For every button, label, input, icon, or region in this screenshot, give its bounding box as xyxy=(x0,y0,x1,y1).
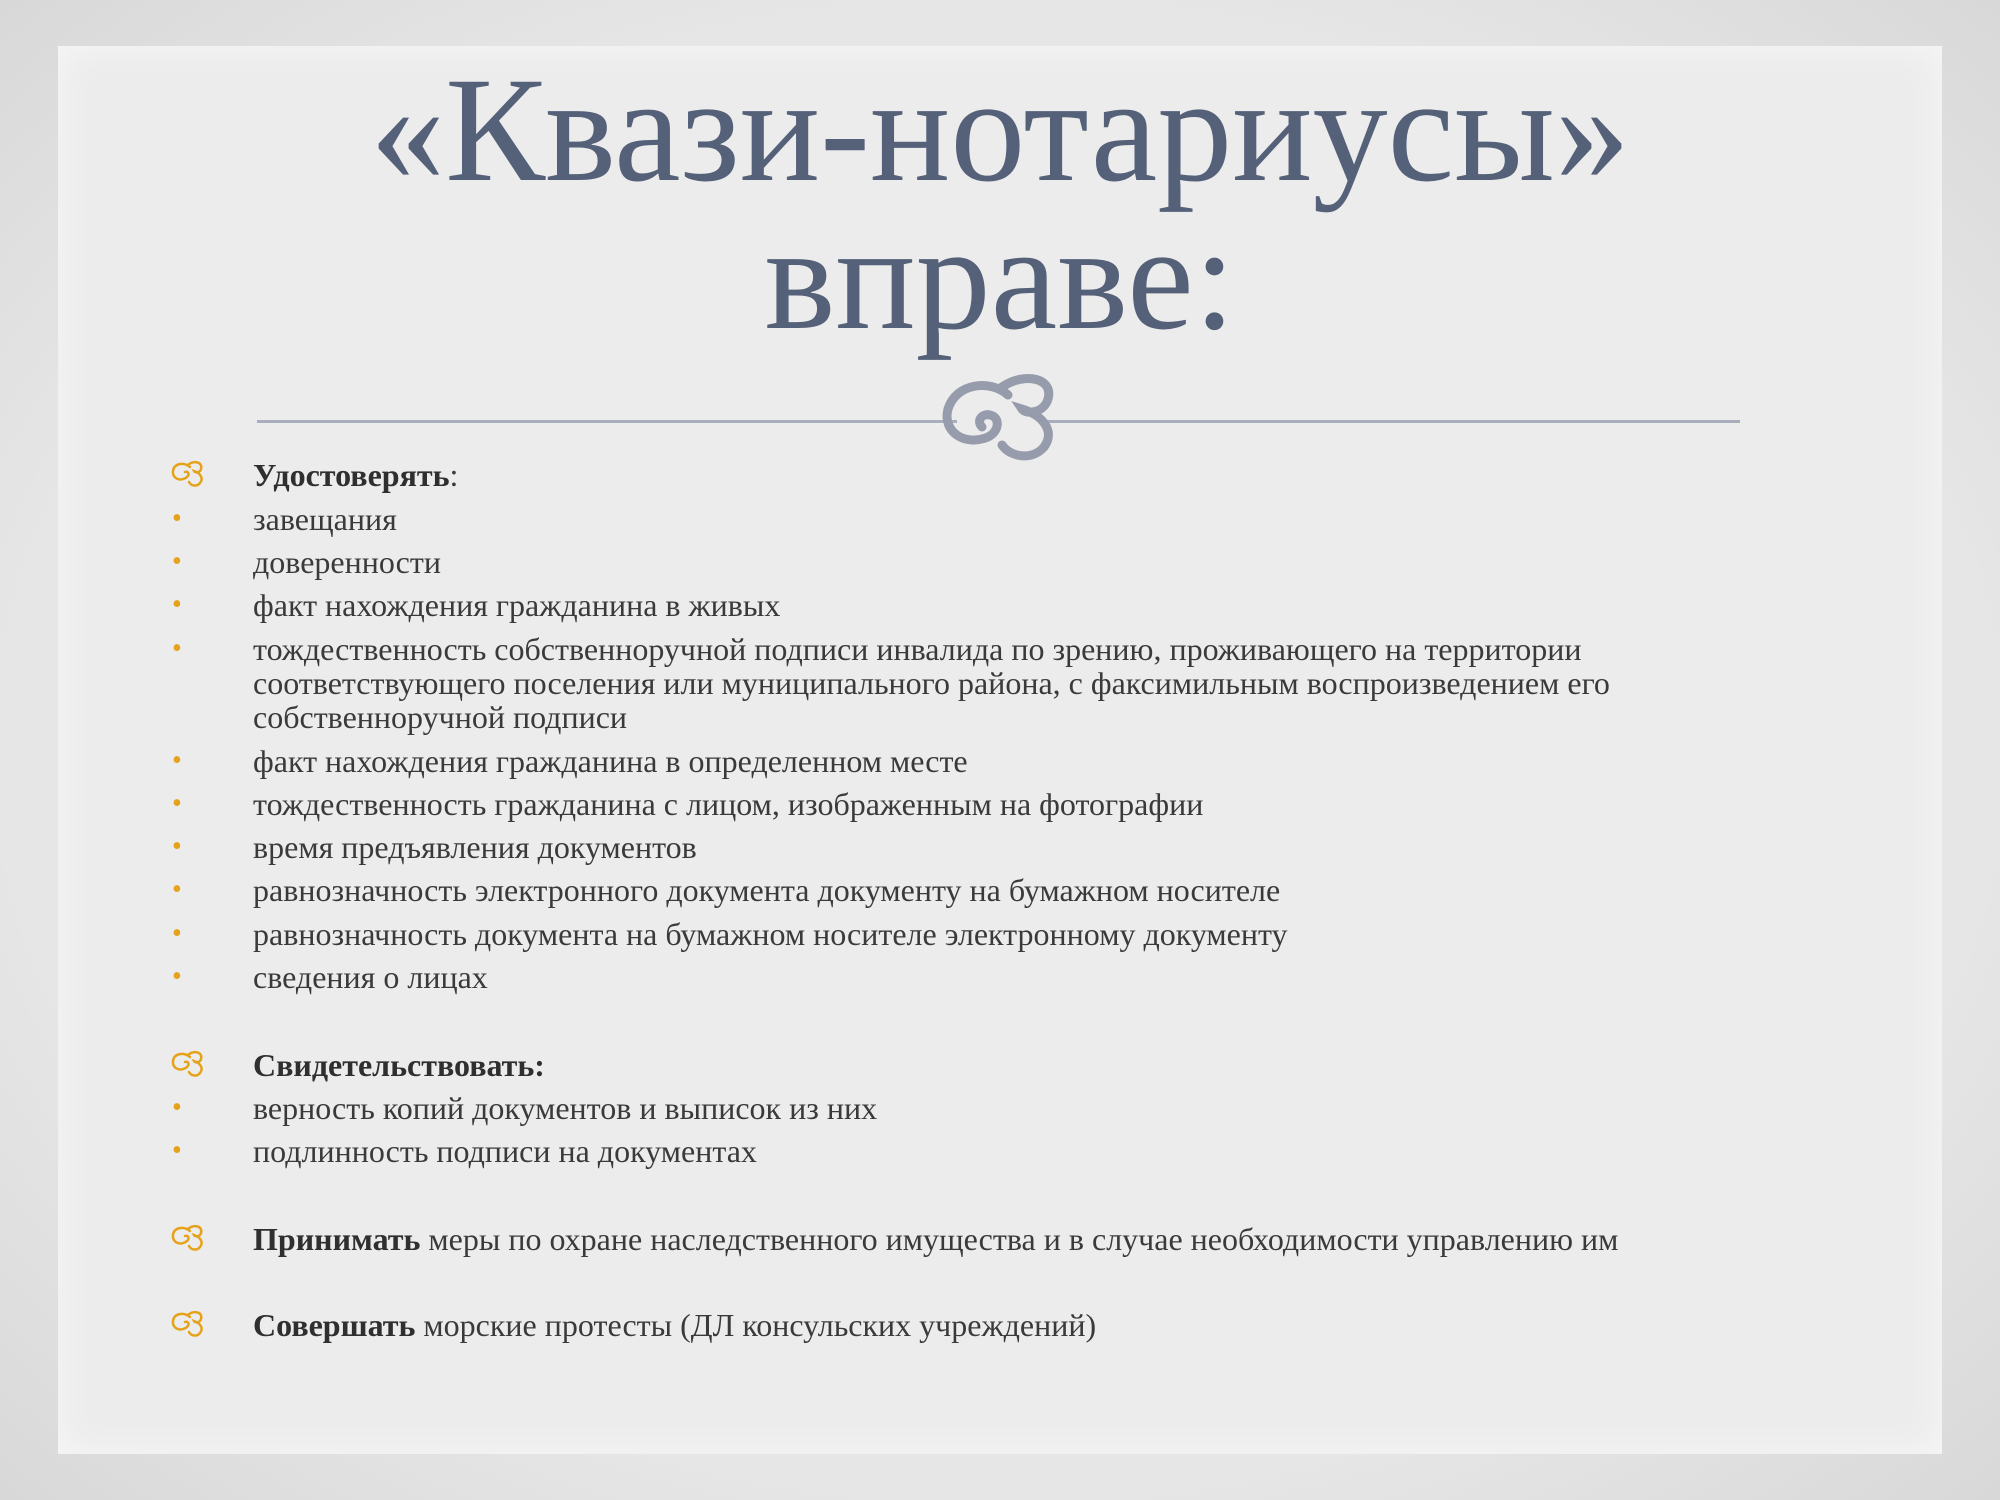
page-title xyxy=(0,47,2000,361)
ornament-icon xyxy=(170,458,220,488)
bullet-dot: • xyxy=(172,918,182,949)
list-item-text: завещания xyxy=(253,501,397,537)
title-line-1: «Квази-нотариусы» xyxy=(370,47,1630,213)
bullet-dot: • xyxy=(172,1092,182,1123)
bullet-dot: • xyxy=(172,1135,182,1166)
bullet-dot: • xyxy=(172,633,182,664)
list-item-text: равнозначность электронного документа документу на бумажном носителе xyxy=(253,872,1281,908)
list-item-line: соответствующего поселения или муниципального района, с факсимильным воспроизведением его xyxy=(253,665,1610,701)
section-text: меры по охране наследственного имущества и в случае необходимости управлению им xyxy=(420,1221,1619,1257)
bullet-dot: • xyxy=(172,961,182,992)
bullet-dot: • xyxy=(172,546,182,577)
section-heading: Удостоверять xyxy=(253,457,450,493)
bullet-dot: • xyxy=(172,874,182,905)
section-text: морские протесты (ДЛ консульских учреждений) xyxy=(415,1307,1097,1343)
bullet-dot: • xyxy=(172,503,182,534)
list-item-text: подлинность подписи на документах xyxy=(253,1133,757,1169)
title-divider-right xyxy=(1040,420,1740,423)
list-item-text: равнозначность документа на бумажном носителе электронному документу xyxy=(253,916,1288,952)
list-item-text: верность копий документов и выписок из них xyxy=(253,1090,878,1126)
ornament-icon xyxy=(170,1308,220,1338)
list-item-text: сведения о лицах xyxy=(253,959,488,995)
bullet-dot: • xyxy=(172,589,182,620)
list-item-line: тождественность собственноручной подписи инвалида по зрению, проживающего на территории xyxy=(253,631,1582,667)
bullet-dot: • xyxy=(172,788,182,819)
ornament-icon xyxy=(170,1048,220,1078)
title-line-2: вправе: xyxy=(764,195,1236,361)
section-heading: Совершать xyxy=(253,1307,416,1343)
ornament-icon xyxy=(170,1222,220,1252)
bullet-dot: • xyxy=(172,745,182,776)
list-item-text: время предъявления документов xyxy=(253,829,697,865)
section-heading: Принимать xyxy=(253,1221,421,1257)
flourish-icon xyxy=(930,365,1070,465)
list-item-text: факт нахождения гражданина в определенном месте xyxy=(253,743,968,779)
list-item-line: собственноручной подписи xyxy=(253,699,628,735)
bullet-dot: • xyxy=(172,831,182,862)
list-item-text xyxy=(253,632,1813,734)
section-heading: Свидетельствовать: xyxy=(253,1047,545,1083)
heading-suffix: : xyxy=(449,457,459,493)
list-item-text: тождественность гражданина с лицом, изображенным на фотографии xyxy=(253,786,1204,822)
title-divider-left xyxy=(257,420,957,423)
list-item-text: доверенности xyxy=(253,544,441,580)
list-item-text: факт нахождения гражданина в живых xyxy=(253,587,781,623)
